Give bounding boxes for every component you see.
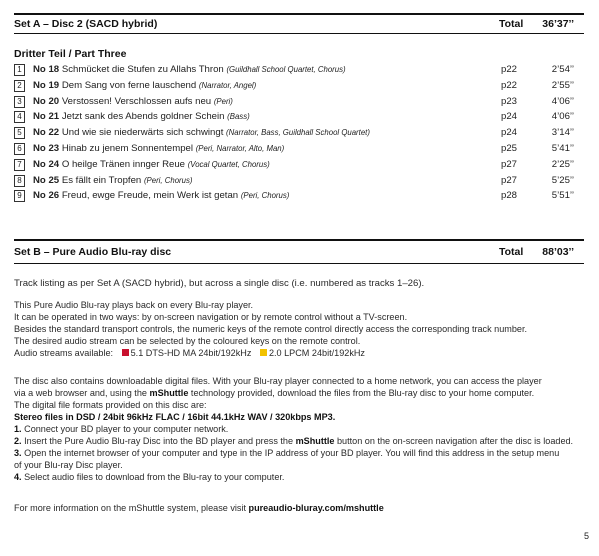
track-row: [14, 142, 584, 158]
set-b-total-label: Total: [499, 246, 524, 258]
set-b-total-time: 88’03’’: [542, 246, 574, 258]
playback-line: The desired audio stream can be selected by the coloured keys on the remote control.: [14, 336, 361, 346]
track-duration: 4’06’’: [551, 111, 574, 123]
set-b-top-rule: [14, 239, 584, 241]
stream-dts: 5.1 DTS-HD MA 24bit/192kHz: [130, 348, 252, 358]
track-index-box: 2: [14, 80, 25, 92]
step-number: 3.: [14, 448, 22, 458]
set-b-intro: [14, 278, 584, 290]
step-3: [14, 447, 584, 459]
track-number: No 26: [33, 190, 60, 202]
track-number: No 24: [33, 158, 60, 170]
track-page: p27: [501, 174, 518, 186]
track-page: p28: [501, 190, 518, 202]
set-a-top-rule: [14, 13, 584, 15]
set-a-total-time: 36’37’’: [542, 18, 574, 30]
track-index-box: 4: [14, 111, 25, 123]
step-number: 4.: [14, 472, 22, 482]
set-b-header: [14, 246, 584, 258]
track-performers: (Peri, Chorus): [143, 175, 193, 185]
playback-line: It can be operated in two ways: by on-screen navigation or by remote control without a TV-screen.: [14, 312, 408, 322]
page-number: 5: [583, 531, 589, 541]
step-text: Select audio files to download from the Blu-ray to your computer.: [21, 472, 285, 482]
formats-line: [14, 411, 584, 423]
track-title: Jetzt sank des Abends goldner Schein: [61, 111, 225, 123]
track-title: Schmücket die Stufen zu Allahs Thron: [61, 64, 224, 75]
step-4: [14, 471, 584, 483]
track-number: No 19: [33, 79, 60, 91]
track-index-box: 3: [14, 96, 25, 108]
track-title: Es fällt ein Tropfen: [61, 174, 142, 186]
track-index-box: 7: [14, 159, 25, 171]
track-number: No 23: [33, 142, 60, 154]
step-text: Open the internet browser of your computer and type in the IP address of your BD player. You will find this address in the setup menu: [21, 448, 560, 458]
stream-lpcm: 2.0 LPCM 24bit/192kHz: [268, 348, 365, 358]
track-performers: (Narrator, Angel): [198, 80, 257, 90]
track-performers: (Peri, Narrator, Alto, Man): [195, 143, 285, 153]
audio-streams-line: [14, 347, 584, 359]
set-a-header-rule: [14, 33, 584, 34]
download-line: The digital file formats provided on this disc are:: [14, 400, 207, 410]
track-page: p25: [501, 142, 518, 154]
track-performers: (Peri, Chorus): [240, 191, 290, 201]
track-index-box: 8: [14, 175, 25, 187]
step-2: [14, 435, 584, 447]
audio-streams-label: Audio streams available:: [14, 348, 114, 358]
track-duration: 2’55’’: [551, 79, 574, 91]
intro-text: Track listing as per Set A (SACD hybrid), but across a single disc (i.e. numbered as tracks 1–26).: [14, 278, 425, 289]
track-page: p24: [501, 127, 518, 139]
track-duration: 5’51’’: [551, 190, 574, 202]
track-row: [14, 63, 584, 79]
track-duration: 5’25’’: [551, 174, 574, 186]
step-text: button on the on-screen navigation after the disc is loaded.: [334, 436, 574, 446]
mshuttle-link[interactable]: pureaudio-bluray.com/mshuttle: [248, 503, 384, 513]
track-row: [14, 79, 584, 95]
track-page: p22: [501, 79, 518, 91]
track-title: Hinab zu jenem Sonnentempel: [61, 142, 194, 154]
mshuttle-term: mShuttle: [295, 436, 335, 446]
track-performers: (Peri): [213, 96, 233, 106]
track-row: [14, 158, 584, 174]
step-number: 2.: [14, 436, 22, 446]
mshuttle-term: mShuttle: [149, 388, 189, 398]
track-performers: (Vocal Quartet, Chorus): [187, 159, 270, 169]
track-index-box: 9: [14, 190, 25, 202]
playback-line: This Pure Audio Blu-ray plays back on every Blu-ray player.: [14, 300, 254, 310]
track-duration: 4’06’’: [551, 95, 574, 107]
more-info-line: [14, 502, 584, 514]
set-a-title: Set A – Disc 2 (SACD hybrid): [14, 18, 158, 30]
part-heading: Dritter Teil / Part Three: [14, 48, 127, 60]
track-list: [14, 63, 584, 205]
step-text: Insert the Pure Audio Blu-ray Disc into the BD player and press the: [21, 436, 296, 446]
track-page: p24: [501, 111, 518, 123]
step-text: Connect your BD player to your computer network.: [21, 424, 229, 434]
track-title: Freud, ewge Freude, mein Werk ist getan: [61, 190, 239, 202]
track-row: [14, 174, 584, 190]
track-page: p27: [501, 158, 518, 170]
track-duration: 3’14’’: [551, 127, 574, 139]
download-line: The disc also contains downloadable digital files. With your Blu-ray player connected to a home network, you can access the player: [14, 376, 542, 386]
formats-text: Stereo files in DSD / 24bit 96kHz FLAC / 16bit 44.1kHz WAV / 320kbps MP3.: [14, 412, 336, 422]
track-title: O heilge Tränen innger Reue: [61, 158, 186, 170]
track-title: Verstossen! Verschlossen aufs neu: [61, 95, 212, 107]
track-row: [14, 95, 584, 111]
track-title: Und wie sie niederwärts sich schwingt: [61, 127, 224, 139]
playback-line: Besides the standard transport controls, the numeric keys of the remote control directly access the corresponding track number.: [14, 324, 528, 334]
track-duration: 2’54’’: [551, 64, 574, 75]
track-page: p22: [501, 64, 518, 75]
track-performers: (Bass): [227, 112, 250, 122]
track-performers: (Narrator, Bass, Guildhall School Quartet): [226, 128, 370, 138]
track-index-box: 1: [14, 64, 25, 76]
step-number: 1.: [14, 424, 22, 434]
set-a-total-label: Total: [499, 18, 524, 30]
yellow-swatch: [260, 349, 267, 356]
set-b-title: Set B – Pure Audio Blu-ray disc: [14, 246, 172, 258]
track-row: [14, 126, 584, 142]
track-page: p23: [501, 95, 518, 107]
download-line: [14, 387, 584, 399]
track-row: [14, 189, 584, 205]
more-info-text: For more information on the mShuttle system, please visit: [14, 503, 249, 513]
track-title: Dem Sang von ferne lauschend: [61, 79, 197, 91]
more-info: [14, 502, 584, 514]
track-duration: 2’25’’: [551, 158, 574, 170]
track-number: No 25: [33, 174, 60, 186]
set-b-header-rule: [14, 263, 584, 264]
track-number: No 22: [33, 127, 60, 139]
step-3-cont: of your Blu-ray Disc player.: [14, 460, 123, 470]
download-info: [14, 375, 584, 483]
step-1: [14, 423, 584, 435]
red-swatch: [122, 349, 129, 356]
track-duration: 5’41’’: [551, 142, 574, 154]
track-number: No 20: [33, 95, 60, 107]
track-performers: (Guildhall School Quartet, Chorus): [226, 65, 346, 74]
set-a-header: [14, 18, 584, 30]
track-number: No 21: [33, 111, 60, 123]
track-index-box: 5: [14, 127, 25, 139]
track-index-box: 6: [14, 143, 25, 155]
download-text: via a web browser and, using the: [14, 388, 150, 398]
track-number: No 18: [33, 64, 60, 75]
playback-info: [14, 299, 584, 359]
download-text: technology provided, download the files from the Blu-ray disc to your home computer.: [188, 388, 535, 398]
track-row: [14, 110, 584, 126]
